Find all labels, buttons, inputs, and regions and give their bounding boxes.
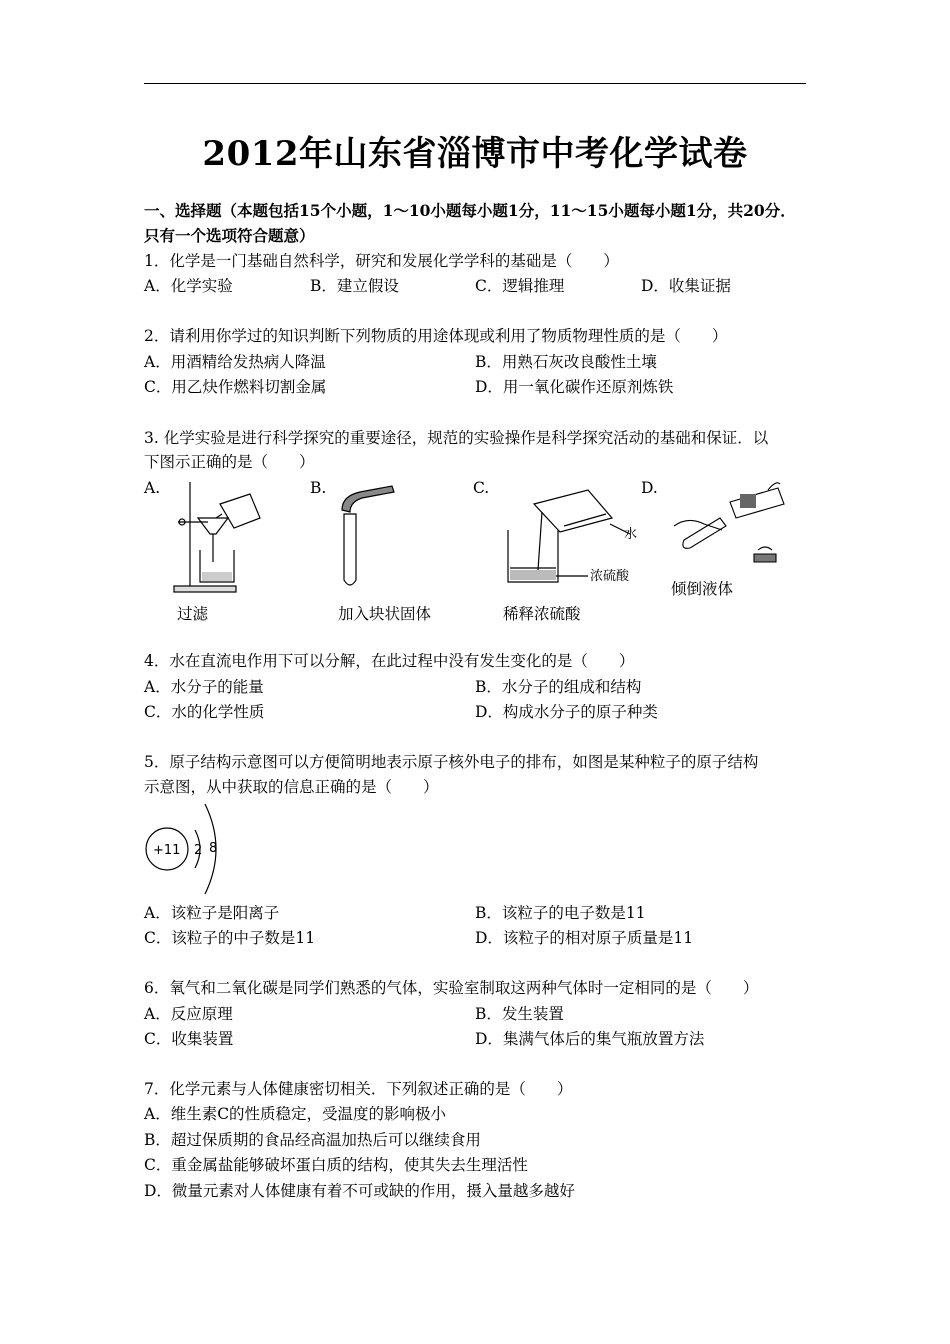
q5-option-b: B．该粒子的电子数是11 <box>475 904 646 922</box>
figure-c-caption: 稀释浓硫酸 <box>503 605 581 623</box>
section-heading-cont: 只有一个选项符合题意） <box>144 226 315 245</box>
figure-b-caption: 加入块状固体 <box>338 605 432 623</box>
q5-option-d: D．该粒子的相对原子质量是11 <box>475 929 694 947</box>
q1-option-a: A．化学实验 <box>144 277 233 295</box>
q2-option-c: C．用乙炔作燃料切割金属 <box>144 378 327 396</box>
water-label: 水 <box>624 527 638 542</box>
question-5-stem-cont: 示意图，从中获取的信息正确的是（ ） <box>144 778 439 796</box>
q6-option-a: A．反应原理 <box>144 1005 233 1023</box>
solid-addition-figure <box>330 484 410 594</box>
q7-option-b: B．超过保质期的食品经高温加热后可以继续食用 <box>144 1131 481 1149</box>
question-1-stem: 1．化学是一门基础自然科学，研究和发展化学学科的基础是（ ） <box>144 252 619 270</box>
question-6-stem: 6．氧气和二氧化碳是同学们熟悉的气体，实验室制取这两种气体时一定相同的是（ ） <box>144 979 759 997</box>
q3-option-d: D. <box>641 479 658 497</box>
page-title: 2012年山东省淄博市中考化学试卷 <box>202 134 748 174</box>
question-2-stem: 2．请利用你学过的知识判断下列物质的用途体现或利用了物质物理性质的是（ ） <box>144 327 728 345</box>
q6-option-c: C．收集装置 <box>144 1030 234 1048</box>
q2-option-b: B．用熟石灰改良酸性土壤 <box>475 353 657 371</box>
q4-option-a: A．水分子的能量 <box>144 678 264 696</box>
q3-option-c: C. <box>473 479 490 497</box>
acid-label: 浓硫酸 <box>590 569 630 584</box>
q1-option-b: B．建立假设 <box>310 277 399 295</box>
dilution-figure <box>498 484 638 588</box>
pouring-figure <box>668 476 788 576</box>
question-4-stem: 4．水在直流电作用下可以分解，在此过程中没有发生变化的是（ ） <box>144 652 635 670</box>
shell-1-electrons: 2 <box>194 843 203 858</box>
question-3-stem: 3. 化学实验是进行科学探究的重要途径，规范的实验操作是科学探究活动的基础和保证．以 <box>144 429 769 447</box>
figure-a-caption: 过滤 <box>177 605 209 623</box>
filtration-figure <box>168 478 278 596</box>
atom-structure-diagram <box>143 800 233 896</box>
shell-2-electrons: 8 <box>209 841 218 856</box>
q7-option-a: A．维生素C的性质稳定，受温度的影响极小 <box>144 1105 447 1123</box>
section-heading: 一、选择题（本题包括15个小题，1～10小题每小题1分，11～15小题每小题1分，共20分． <box>144 201 796 220</box>
question-5-stem: 5．原子结构示意图可以方便简明地表示原子核外电子的排布，如图是某种粒子的原子结构 <box>144 753 759 771</box>
nucleus-charge: +11 <box>153 843 181 858</box>
q2-option-d: D．用一氧化碳作还原剂炼铁 <box>475 378 674 396</box>
q6-option-b: B．发生装置 <box>475 1005 564 1023</box>
q3-option-b: B. <box>310 479 327 497</box>
top-rule <box>144 83 806 84</box>
q5-option-c: C．该粒子的中子数是11 <box>144 929 316 947</box>
q2-option-a: A．用酒精给发热病人降温 <box>144 353 326 371</box>
q7-option-d: D．微量元素对人体健康有着不可或缺的作用，摄入量越多越好 <box>144 1182 575 1200</box>
q4-option-b: B．水分子的组成和结构 <box>475 678 642 696</box>
q6-option-d: D．集满气体后的集气瓶放置方法 <box>475 1030 705 1048</box>
q4-option-c: C．水的化学性质 <box>144 703 265 721</box>
q4-option-d: D．构成水分子的原子种类 <box>475 703 658 721</box>
question-3-stem-cont: 下图示正确的是（ ） <box>144 453 315 471</box>
q1-option-d: D．收集证据 <box>641 277 731 295</box>
q7-option-c: C．重金属盐能够破坏蛋白质的结构，使其失去生理活性 <box>144 1156 528 1174</box>
q3-option-a: A. <box>144 479 161 497</box>
q5-option-a: A．该粒子是阳离子 <box>144 904 280 922</box>
figure-d-caption: 倾倒液体 <box>671 580 734 598</box>
question-7-stem: 7．化学元素与人体健康密切相关．下列叙述正确的是（ ） <box>144 1080 573 1098</box>
q1-option-c: C．逻辑推理 <box>475 277 565 295</box>
